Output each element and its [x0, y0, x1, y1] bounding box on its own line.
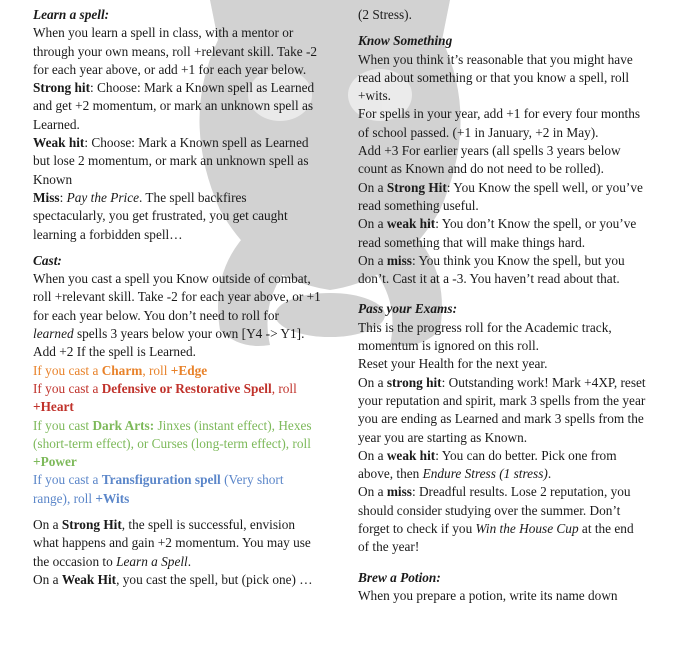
charm-stat: +Edge: [170, 362, 208, 378]
transfiguration-stat: +Wits: [95, 490, 130, 506]
exams-weak-text: : You can do better. Pick one from above, then: [358, 447, 617, 482]
exams-strong-prefix: On a: [358, 374, 387, 390]
know-weak-hit: [358, 215, 646, 252]
dark-arts-mid: Jinxes (instant effect), Hexes (short-term effect), or Curses (long-term effect), roll: [33, 417, 312, 451]
endure-stress-ref: Endure Stress (1 stress): [422, 466, 548, 482]
know-miss-prefix: On a: [358, 252, 387, 268]
cast-weak-hit: [33, 571, 321, 589]
cast-weak-text: , you cast the spell, but (pick one) …: [116, 571, 313, 587]
pay-the-price-ref: Pay the Price: [66, 189, 140, 205]
cast-heading: Cast:: [33, 252, 62, 268]
miss-text: . The spell backfires spectacularly, you get frustrated, you get caught learning a forbidden spell…: [33, 189, 288, 242]
learn-spell-heading: Learn a spell:: [33, 7, 110, 22]
cast-transfiguration-line: [33, 471, 321, 508]
know-weak-label: weak hit: [386, 216, 436, 232]
weak-hit-text: : Choose: Mark a Known spell as Learned but lose 2 momentum, or mark an unknown spell as Known: [33, 135, 309, 187]
learn-a-spell-ref: Learn a Spell: [116, 553, 188, 569]
know-miss-text: : You think you Know the spell, but you don’t. Cast it at a -3. You haven’t read about that.: [358, 252, 625, 287]
cast-intro: [33, 270, 321, 361]
learn-spell-strong-hit: [33, 79, 321, 134]
know-strong-hit: [358, 179, 646, 216]
know-something-p1: When you think it’s reasonable that you might have read about something or that you know a spell, roll +wits.: [358, 51, 633, 104]
know-something-p2: For spells in your year, add +1 for every four months of school passed. (+1 in January, +2 in May).: [358, 106, 641, 140]
strong-hit-text: : Choose: Mark a Known spell as Learned and get +2 momentum, or mark an unknown spell as Learned.: [33, 80, 315, 132]
brew-potion-heading: Brew a Potion:: [358, 569, 441, 585]
dark-arts-label: Dark Arts:: [92, 417, 155, 433]
weak-hit-label: Weak hit: [33, 135, 85, 151]
defensive-label: Defensive or Restorative Spell: [101, 380, 272, 396]
know-weak-prefix: On a: [358, 216, 387, 232]
exams-miss-prefix: On a: [358, 484, 387, 500]
miss-label: Miss: [33, 189, 60, 205]
pass-exams-p2: Reset your Health for the next year.: [358, 356, 548, 372]
cast-intro-text-2: spells 3 years below your own [Y4 -> Y1]. Add +2 If the spell is Learned.: [33, 326, 305, 360]
charm-mid: , roll: [142, 362, 171, 378]
dark-arts-prefix: If you cast: [33, 417, 93, 433]
exams-miss-label: miss: [386, 484, 412, 500]
cast-strong-label: Strong Hit: [61, 517, 122, 533]
transfiguration-label: Transfiguration spell: [101, 472, 221, 488]
pass-exams-p1: This is the progress roll for the Academic track, momentum is ignored on this roll.: [358, 319, 612, 354]
know-something-heading: Know Something: [358, 33, 453, 49]
exams-strong-text: : Outstanding work! Mark +4XP, reset your reputation and spirit, mark 3 spells from the year you are ending as Learned and mark 3 spells from the year you are starting as Known.: [358, 374, 646, 445]
exams-weak-label: weak hit: [386, 447, 436, 463]
cast-strong-text: , the spell is successful, envision what happens and gain +2 momentum. You may use the occasion to: [33, 517, 311, 569]
miss-colon: :: [59, 189, 67, 205]
know-strong-label: Strong Hit: [386, 179, 447, 195]
pass-exams-heading: Pass your Exams:: [358, 301, 457, 317]
exams-strong-label: strong hit: [386, 374, 442, 390]
exams-miss: [358, 483, 646, 556]
learn-spell-intro: When you learn a spell in class, with a mentor or through your own means, roll +relevant skill. Take -2 for each year above, or add +1 for each year below.: [33, 25, 318, 77]
house-cup-ref: Win the House Cup: [475, 521, 579, 537]
charm-label: Charm: [101, 362, 143, 378]
charm-prefix: If you cast a: [33, 362, 102, 378]
defensive-prefix: If you cast a: [33, 380, 102, 396]
exams-miss-text: : Dreadful results. Lose 2 reputation, you should consider studying over the summer. Don’t forget to check if you: [358, 484, 631, 537]
exams-strong-hit: [358, 374, 646, 447]
cast-dark-arts-line: [33, 417, 321, 472]
cast-strong-prefix: On a: [33, 517, 62, 533]
exams-miss-end: at the end of the year!: [358, 521, 634, 555]
strong-hit-label: Strong hit: [33, 80, 91, 96]
learn-spell-weak-hit: [33, 134, 321, 189]
defensive-stat: +Heart: [33, 399, 74, 415]
know-strong-text: : You Know the spell well, or you’ve read something useful.: [358, 179, 643, 213]
brew-potion-p1: When you prepare a potion, write its name down: [358, 587, 618, 603]
know-strong-prefix: On a: [358, 179, 387, 195]
know-something-p3: Add +3 For earlier years (all spells 3 years below count as Known and do not need to be rolled).: [358, 143, 621, 177]
cast-defensive-line: [33, 380, 321, 417]
exams-weak-hit: [358, 447, 646, 484]
cast-strong-end: .: [187, 553, 192, 569]
exams-weak-end: .: [547, 466, 552, 482]
dark-arts-stat: +Power: [33, 454, 77, 470]
know-miss: [358, 252, 646, 289]
transfiguration-mid: (Very short range), roll: [33, 472, 284, 506]
learn-spell-miss: [33, 189, 321, 244]
know-miss-label: miss: [386, 252, 412, 268]
learned-italic: learned: [33, 326, 74, 342]
cast-weak-label: Weak Hit: [61, 571, 117, 587]
cast-charm-line: [33, 362, 321, 380]
right-column: [358, 6, 646, 605]
defensive-mid: , roll: [271, 380, 297, 396]
know-weak-text: : You don’t Know the spell, or you’ve read something that will make things hard.: [358, 216, 637, 250]
exams-weak-prefix: On a: [358, 447, 387, 463]
cast-strong-hit: [33, 516, 321, 571]
left-column: [33, 6, 321, 589]
cast-weak-prefix: On a: [33, 571, 62, 587]
transfiguration-prefix: If you cast a: [33, 472, 102, 488]
cast-intro-text: When you cast a spell you Know outside of combat, roll +relevant skill. Take -2 for each year above, or +1 for each year below. You don’t need to roll for: [33, 271, 321, 323]
stress-continuation: (2 Stress).: [358, 7, 412, 22]
